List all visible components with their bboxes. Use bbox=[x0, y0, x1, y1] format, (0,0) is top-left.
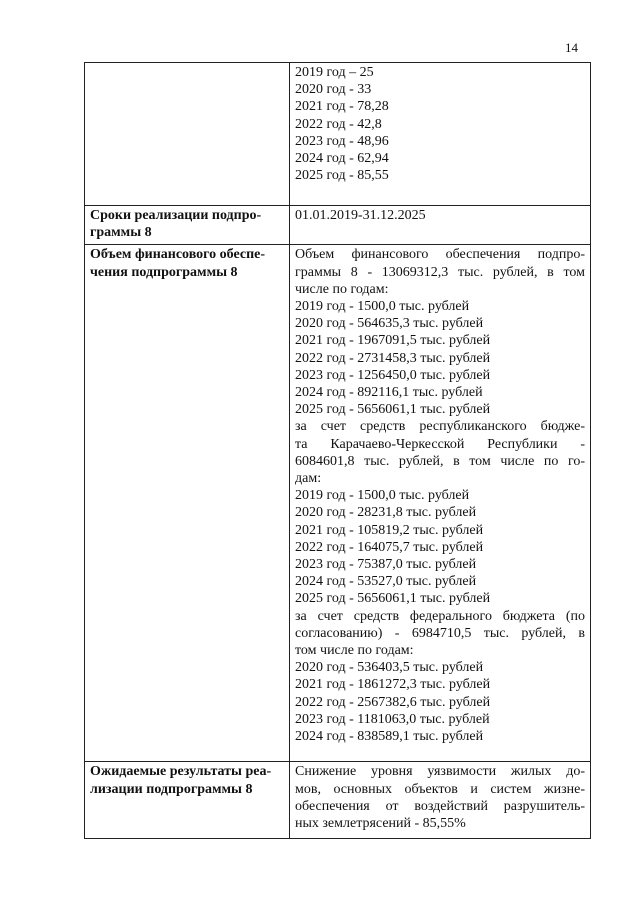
row-label-cell bbox=[85, 245, 290, 762]
funding-text-line: числе по годам: bbox=[295, 281, 389, 297]
funding-text-line: за счет средств республиканского бюдже- bbox=[295, 419, 585, 435]
funding-text-line: граммы 8 - 13069312,3 тыс. рублей, в том bbox=[295, 264, 585, 280]
table-row bbox=[85, 63, 591, 206]
row-label-cell bbox=[85, 63, 290, 206]
funding-text-line: за счет средств федерального бюджета (по bbox=[295, 608, 585, 624]
funding-text-line: том числе по годам: bbox=[295, 643, 414, 659]
funding-year-line: 2022 год - 2731458,3 тыс. рублей bbox=[295, 350, 491, 366]
indicator-year-value: 2020 год - 33 bbox=[295, 82, 372, 98]
funding-year-line: 2021 год - 105819,2 тыс. рублей bbox=[295, 522, 484, 538]
funding-year-line: 2024 год - 892116,1 тыс. рублей bbox=[295, 385, 483, 401]
expected-result-line: ных землетрясений - 85,55% bbox=[295, 816, 466, 832]
funding-text-line: 6084601,8 тыс. рублей, в том числе по го- bbox=[295, 453, 585, 469]
funding-text-line: Объем финансового обеспечения подпро- bbox=[295, 247, 585, 263]
funding-text-line: та Карачаево-Черкесской Республики - bbox=[295, 436, 585, 452]
row-value-cell bbox=[290, 63, 591, 206]
funding-text-line: дам: bbox=[295, 471, 322, 487]
table-row bbox=[85, 762, 591, 839]
funding-year-line: 2025 год - 5656061,1 тыс. рублей bbox=[295, 591, 491, 607]
funding-text-line: согласованию) - 6984710,5 тыс. рублей, в bbox=[295, 625, 585, 641]
row-label-line: Объем финансового обеспе- bbox=[90, 247, 266, 263]
indicator-year-value: 2025 год - 85,55 bbox=[295, 168, 389, 184]
row-label-line: Сроки реализации подпро- bbox=[90, 208, 262, 223]
row-value-cell bbox=[290, 245, 591, 762]
expected-result-line: Снижение уровня уязвимости жилых до- bbox=[295, 764, 585, 780]
row-label-line: граммы 8 bbox=[90, 225, 152, 241]
row-value-cell bbox=[290, 762, 591, 839]
funding-year-line: 2023 год - 1181063,0 тыс. рублей bbox=[295, 711, 490, 727]
expected-result-line: обеспечения от воздействий разрушитель- bbox=[295, 798, 585, 814]
row-label-line: Ожидаемые результаты реа- bbox=[90, 764, 272, 780]
indicator-year-value: 2021 год - 78,28 bbox=[295, 99, 389, 115]
row-label-cell bbox=[85, 206, 290, 245]
row-label-line: чения подпрограммы 8 bbox=[90, 264, 238, 280]
row-label-line: лизации подпрограммы 8 bbox=[90, 781, 253, 797]
funding-year-line: 2022 год - 2567382,6 тыс. рублей bbox=[295, 694, 491, 710]
funding-year-line: 2021 год - 1967091,5 тыс. рублей bbox=[295, 333, 491, 349]
passport-table bbox=[84, 62, 591, 839]
table-row bbox=[85, 245, 591, 762]
implementation-period: 01.01.2019-31.12.2025 bbox=[295, 208, 426, 223]
funding-year-line: 2023 год - 1256450,0 тыс. рублей bbox=[295, 367, 491, 383]
funding-year-line: 2025 год - 5656061,1 тыс. рублей bbox=[295, 402, 491, 418]
funding-year-line: 2019 год - 1500,0 тыс. рублей bbox=[295, 488, 470, 504]
page-number: 14 bbox=[565, 40, 578, 55]
funding-year-line: 2024 год - 53527,0 тыс. рублей bbox=[295, 574, 477, 590]
table-row bbox=[85, 206, 591, 245]
funding-year-line: 2020 год - 28231,8 тыс. рублей bbox=[295, 505, 477, 521]
funding-year-line: 2020 год - 564635,3 тыс. рублей bbox=[295, 316, 484, 332]
funding-year-line: 2020 год - 536403,5 тыс. рублей bbox=[295, 660, 484, 676]
indicator-year-value: 2019 год – 25 bbox=[295, 65, 374, 80]
indicator-year-value: 2023 год - 48,96 bbox=[295, 133, 389, 149]
funding-year-line: 2023 год - 75387,0 тыс. рублей bbox=[295, 557, 477, 573]
funding-year-line: 2021 год - 1861272,3 тыс. рублей bbox=[295, 677, 491, 693]
indicator-year-value: 2024 год - 62,94 bbox=[295, 151, 389, 167]
funding-year-line: 2022 год - 164075,7 тыс. рублей bbox=[295, 539, 484, 555]
indicator-year-value: 2022 год - 42,8 bbox=[295, 116, 382, 132]
row-label-cell bbox=[85, 762, 290, 839]
row-value-cell bbox=[290, 206, 591, 245]
funding-year-line: 2019 год - 1500,0 тыс. рублей bbox=[295, 299, 470, 315]
expected-result-line: мов, основных объектов и систем жизне- bbox=[295, 781, 585, 797]
funding-year-line: 2024 год - 838589,1 тыс. рублей bbox=[295, 729, 484, 745]
